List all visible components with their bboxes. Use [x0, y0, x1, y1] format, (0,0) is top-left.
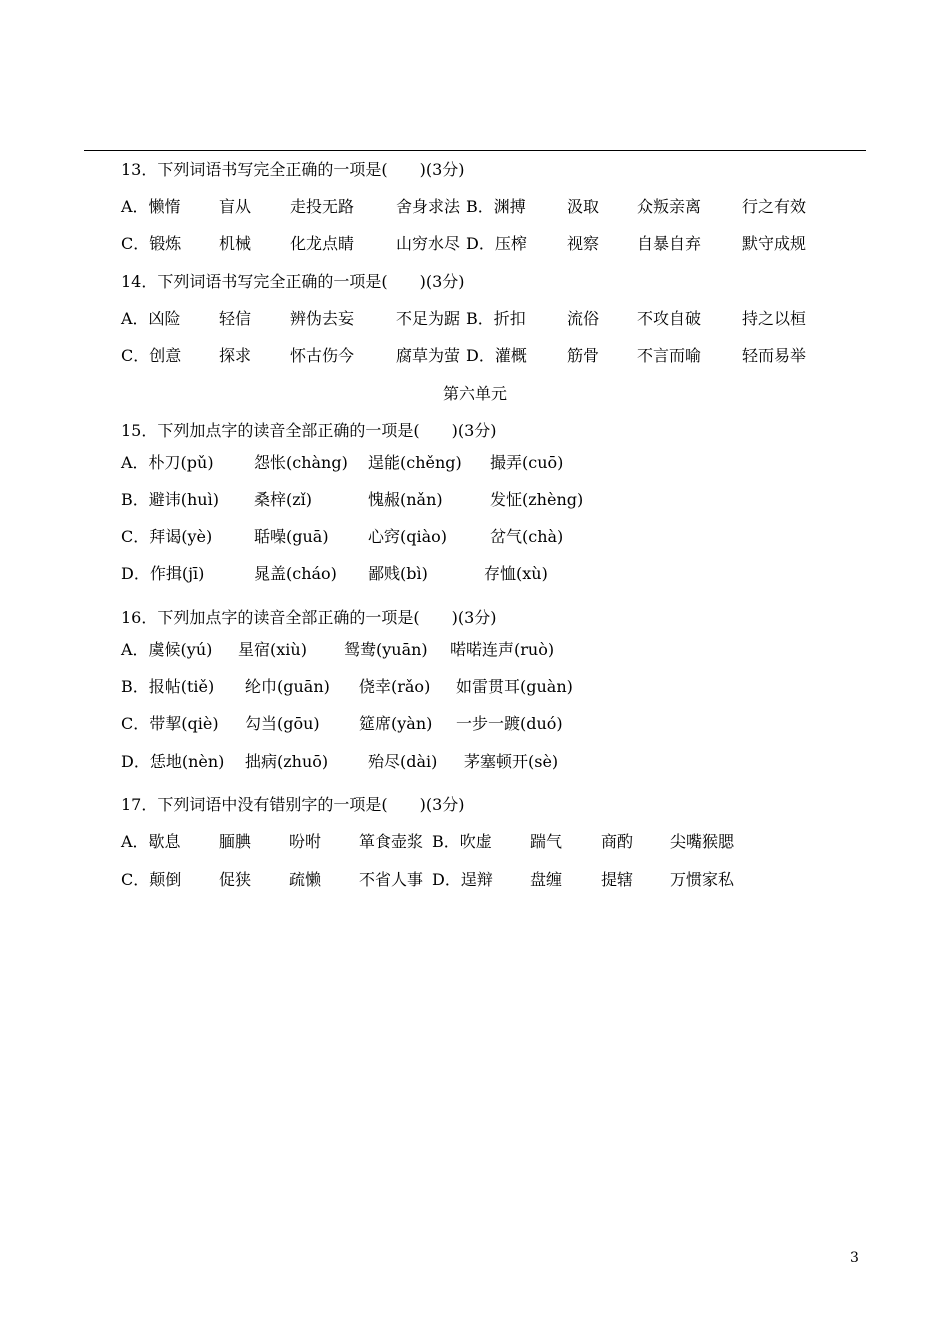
q15-c-4: 岔气(chà)	[490, 527, 564, 546]
q17-opt-a-4: 箪食壶浆	[359, 832, 424, 851]
q16-a-3: 鸳鸯(yuān)	[344, 640, 428, 659]
q16-d-4: 茅塞顿开(sè)	[464, 752, 559, 771]
q15-b-2: 桑梓(zǐ)	[254, 490, 313, 509]
q16-b-2: 纶巾(guān)	[245, 677, 330, 696]
q15-c-1: C．拜谒(yè)	[121, 527, 213, 546]
q15-a-4: 撮弄(cuō)	[490, 453, 564, 472]
q17-opt-d-4: 万惯家私	[670, 870, 735, 889]
q13-opt-a-2: 盲从	[219, 197, 252, 216]
q14-opt-a-3: 辨伪去妄	[290, 309, 355, 328]
q15-d-1: D．作揖(jī)	[121, 564, 205, 583]
q13-opt-c-4: 山穷水尽	[396, 234, 461, 253]
q13-opt-d-3: 自暴自弃	[637, 234, 702, 253]
q15-d-3: 鄙贱(bì)	[368, 564, 428, 583]
q13-opt-a-3: 走投无路	[290, 197, 355, 216]
q13-opt-b-1: B．渊搏	[466, 197, 526, 216]
q13-opt-c-2: 机械	[219, 234, 252, 253]
q14-opt-b-3: 不攻自破	[637, 309, 702, 328]
q17-opt-a-2: 腼腆	[219, 832, 252, 851]
q13-opt-b-4: 行之有效	[742, 197, 807, 216]
q15-b-1: B．避讳(huì)	[121, 490, 219, 509]
q14-opt-b-2: 流俗	[567, 309, 600, 328]
q16-a-4: 喏喏连声(ruò)	[450, 640, 555, 659]
q14-opt-d-4: 轻而易举	[742, 346, 807, 365]
q15-c-2: 聒噪(guā)	[254, 527, 329, 546]
q13-opt-c-3: 化龙点睛	[290, 234, 355, 253]
section-heading: 第六单元	[442, 384, 507, 403]
q17-opt-a-3: 吩咐	[289, 832, 322, 851]
q13-opt-a-1: A．懒惰	[121, 197, 181, 216]
q17-opt-d-1: D．逞辩	[432, 870, 493, 889]
q13-opt-a-4: 舍身求法	[396, 197, 461, 216]
q16-b-1: B．报帖(tiě)	[121, 677, 215, 696]
q14-opt-a-1: A．凶险	[121, 309, 181, 328]
q13-stem: 13．下列词语书写完全正确的一项是( )(3分)	[121, 160, 465, 179]
q15-d-2: 晁盖(cháo)	[254, 564, 337, 583]
q16-d-2: 拙病(zhuō)	[245, 752, 329, 771]
q15-b-4: 发怔(zhèng)	[490, 490, 584, 509]
page-number: 3	[850, 1250, 859, 1266]
q17-opt-b-2: 踹气	[530, 832, 563, 851]
q16-c-1: C．带挈(qiè)	[121, 714, 219, 733]
q13-opt-b-3: 众叛亲离	[637, 197, 702, 216]
q14-opt-a-2: 轻信	[219, 309, 252, 328]
q17-opt-b-3: 商酌	[601, 832, 634, 851]
q17-opt-a-1: A．歇息	[121, 832, 181, 851]
q14-opt-d-1: D．灌概	[466, 346, 527, 365]
q15-c-3: 心窍(qiào)	[368, 527, 448, 546]
q16-a-2: 星宿(xiù)	[238, 640, 307, 659]
q14-stem: 14．下列词语书写完全正确的一项是( )(3分)	[121, 272, 465, 291]
q14-opt-b-4: 持之以桓	[742, 309, 807, 328]
q16-d-3: 殆尽(dài)	[368, 752, 438, 771]
q14-opt-c-3: 怀古伤今	[290, 346, 355, 365]
q15-d-4: 存恤(xù)	[484, 564, 548, 583]
q14-opt-d-3: 不言而喻	[637, 346, 702, 365]
q16-c-3: 筵席(yàn)	[359, 714, 433, 733]
q14-opt-c-1: C．创意	[121, 346, 182, 365]
q17-opt-c-2: 促狭	[219, 870, 252, 889]
q14-opt-a-4: 不足为踞	[396, 309, 461, 328]
q15-stem: 15．下列加点字的读音全部正确的一项是( )(3分)	[121, 421, 497, 440]
q17-opt-d-2: 盘缠	[530, 870, 563, 889]
q14-opt-c-2: 探求	[219, 346, 252, 365]
q17-opt-c-3: 疏懒	[289, 870, 322, 889]
q16-b-3: 侥幸(rǎo)	[359, 677, 431, 696]
q13-opt-d-4: 默守成规	[742, 234, 807, 253]
q16-b-4: 如雷贯耳(guàn)	[456, 677, 573, 696]
q17-opt-c-4: 不省人事	[359, 870, 424, 889]
q14-opt-b-1: B．折扣	[466, 309, 526, 328]
q13-opt-d-1: D．压榨	[466, 234, 527, 253]
q17-stem: 17．下列词语中没有错别字的一项是( )(3分)	[121, 795, 465, 814]
header-rule	[84, 150, 866, 151]
q15-a-1: A．朴刀(pǔ)	[121, 453, 214, 472]
q13-opt-b-2: 汲取	[567, 197, 600, 216]
q14-opt-c-4: 腐草为萤	[396, 346, 461, 365]
q17-opt-b-1: B．吹虚	[432, 832, 492, 851]
q13-opt-c-1: C．锻炼	[121, 234, 182, 253]
q14-opt-d-2: 筋骨	[567, 346, 600, 365]
q16-c-4: 一步一踱(duó)	[456, 714, 563, 733]
q13-opt-d-2: 视察	[567, 234, 600, 253]
q16-d-1: D．恁地(nèn)	[121, 752, 225, 771]
q16-c-2: 勾当(gōu)	[245, 714, 320, 733]
q15-a-2: 怨怅(chàng)	[254, 453, 348, 472]
q16-a-1: A．虞候(yú)	[121, 640, 213, 659]
q17-opt-b-4: 尖嘴猴腮	[670, 832, 735, 851]
q17-opt-c-1: C．颠倒	[121, 870, 182, 889]
q16-stem: 16．下列加点字的读音全部正确的一项是( )(3分)	[121, 608, 497, 627]
q17-opt-d-3: 提辖	[601, 870, 634, 889]
q15-a-3: 逞能(chěng)	[368, 453, 462, 472]
q15-b-3: 愧赧(nǎn)	[368, 490, 443, 509]
